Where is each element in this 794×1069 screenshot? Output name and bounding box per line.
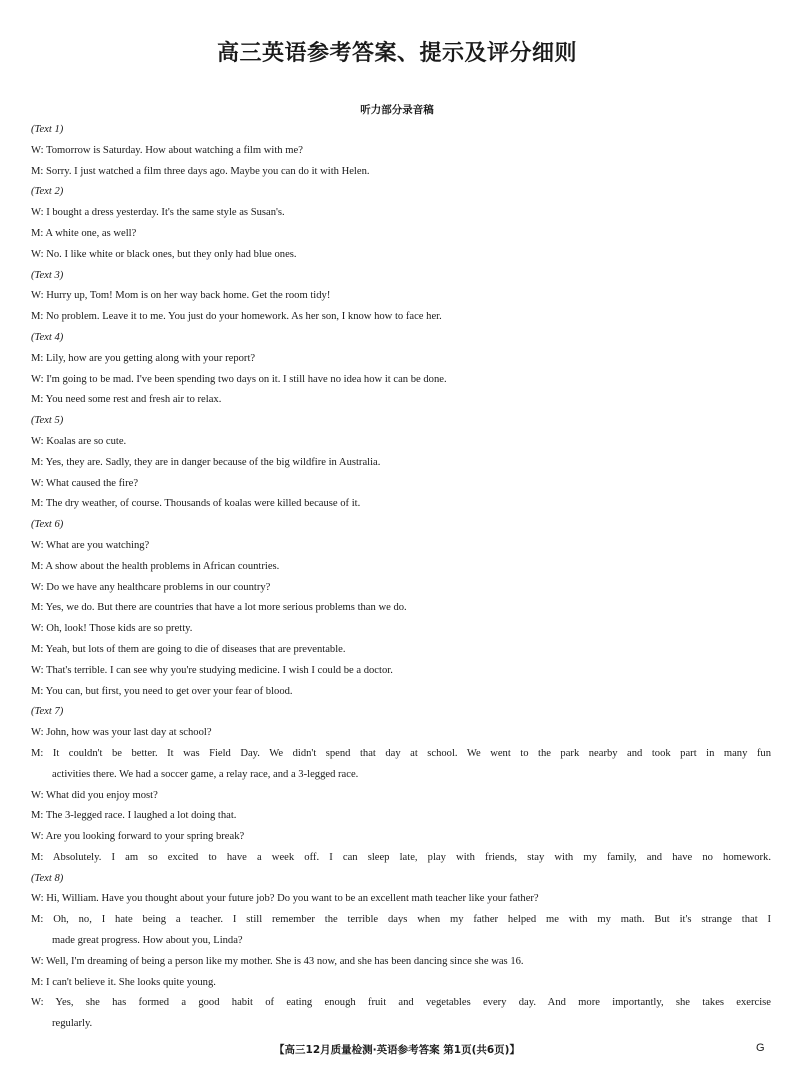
dialogue-line: M: Absolutely. I am so excited to have a week off. I can sleep late, play with friends, stay with my family, and have no homework. xyxy=(31,851,771,863)
dialogue-line: W: No. I like white or black ones, but they only had blue ones. xyxy=(31,248,297,260)
text-section-label: (Text 1) xyxy=(31,124,64,135)
dialogue-line: M: It couldn't be better. It was Field Day. We didn't spend that day at school. We went to the park nearby and took part in many fun xyxy=(31,747,771,759)
dialogue-line: M: You need some rest and fresh air to relax. xyxy=(31,394,222,406)
transcript-body xyxy=(31,120,771,1035)
dialogue-line: M: A show about the health problems in African countries. xyxy=(31,560,280,572)
dialogue-line: M: Yes, we do. But there are countries that have a lot more serious problems than we do. xyxy=(31,602,407,614)
dialogue-line: W: Do we have any healthcare problems in our country? xyxy=(31,581,271,593)
dialogue-line: W: Hurry up, Tom! Mom is on her way back home. Get the room tidy! xyxy=(31,290,331,302)
dialogue-line: W: Tomorrow is Saturday. How about watching a film with me? xyxy=(31,144,303,156)
dialogue-line: M: The dry weather, of course. Thousands of koalas were killed because of it. xyxy=(31,498,361,510)
dialogue-line: W: I'm going to be mad. I've been spending two days on it. I still have no idea how it can be done. xyxy=(31,373,447,385)
dialogue-line: W: What are you watching? xyxy=(31,539,150,551)
dialogue-line: W: What caused the fire? xyxy=(31,477,139,489)
dialogue-line: M: A white one, as well? xyxy=(31,227,137,239)
dialogue-line: M: The 3-legged race. I laughed a lot doing that. xyxy=(31,810,237,822)
dialogue-line: M: No problem. Leave it to me. You just do your homework. As her son, I know how to face her. xyxy=(31,311,442,323)
dialogue-line: W: John, how was your last day at school? xyxy=(31,727,212,739)
dialogue-line: W: Hi, William. Have you thought about your future job? Do you want to be an excellent math teacher like your father? xyxy=(31,893,539,905)
text-section-label: (Text 6) xyxy=(31,519,64,531)
text-section-label: (Text 7) xyxy=(31,706,64,718)
dialogue-line: W: Are you looking forward to your spring break? xyxy=(31,831,245,843)
page-footer: 【高三12月质量检测·英语参考答案 第1页(共6页)】 xyxy=(274,1044,520,1056)
dialogue-line: W: Well, I'm dreaming of being a person like my mother. She is 43 now, and she has been dancing since she was 16. xyxy=(31,955,524,967)
text-section-label: (Text 3) xyxy=(31,269,64,281)
text-section-label: (Text 2) xyxy=(31,186,64,198)
dialogue-line: M: Yes, they are. Sadly, they are in danger because of the big wildfire in Australia. xyxy=(31,456,381,468)
section-heading: 听力部分录音稿 xyxy=(360,104,434,116)
dialogue-line: W: Yes, she has formed a good habit of eating enough fruit and vegetables every day. And more importantly, she takes exercise xyxy=(31,997,771,1009)
dialogue-line: W: That's terrible. I can see why you're studying medicine. I wish I could be a doctor. xyxy=(31,664,393,676)
dialogue-line: W: I bought a dress yesterday. It's the same style as Susan's. xyxy=(31,207,285,219)
dialogue-line: W: Oh, look! Those kids are so pretty. xyxy=(31,623,193,635)
text-section-label: (Text 4) xyxy=(31,331,64,343)
dialogue-line: M: Lily, how are you getting along with your report? xyxy=(31,352,256,364)
dialogue-line: M: Oh, no, I hate being a teacher. I still remember the terrible days when my father helped me with my math. But it's strange that I xyxy=(31,914,771,926)
dialogue-line: M: Yeah, but lots of them are going to die of diseases that are preventable. xyxy=(31,643,346,655)
dialogue-line: W: What did you enjoy most? xyxy=(31,789,158,801)
dialogue-line-continuation: activities there. We had a soccer game, a relay race, and a 3-legged race. xyxy=(52,768,359,780)
dialogue-line: W: Koalas are so cute. xyxy=(31,435,127,447)
text-section-label: (Text 8) xyxy=(31,872,64,884)
dialogue-line-continuation: made great progress. How about you, Linda? xyxy=(52,935,243,947)
dialogue-line: M: You can, but first, you need to get over your fear of blood. xyxy=(31,685,293,697)
dialogue-line: M: I can't believe it. She looks quite young. xyxy=(31,976,216,988)
page-title: 高三英语参考答案、提示及评分细则 xyxy=(216,41,577,66)
text-section-label: (Text 5) xyxy=(31,415,64,427)
dialogue-line-continuation: regularly. xyxy=(52,1018,93,1030)
page-letter: G xyxy=(756,1042,765,1054)
dialogue-line: M: Sorry. I just watched a film three days ago. Maybe you can do it with Helen. xyxy=(31,165,370,177)
